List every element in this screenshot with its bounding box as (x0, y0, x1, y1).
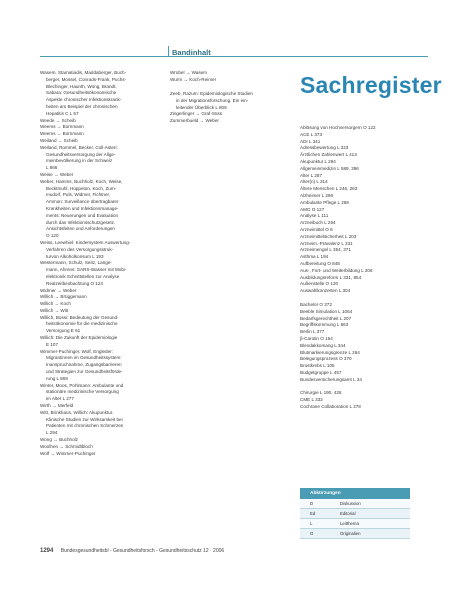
index-entry: Ärztlichen Zahlenwert L 413 (300, 152, 357, 158)
index-entry: Bundesversicherungsamt L 34 (300, 376, 362, 382)
abbreviation-key: L (310, 521, 313, 526)
index-entry: Auswahlkonzerten L 304 (300, 288, 351, 294)
index-entry: Adressbewertung L 323 (300, 145, 349, 151)
index-entry: Aufbereitung O 848 (300, 260, 340, 266)
page-number: 1294 (40, 548, 54, 554)
index-entry: Arzneimittelsicherheit L 203 (300, 233, 357, 239)
index-column-1 (40, 70, 164, 457)
index-entry-continuation: Realzeitbeobachtung O 124 (46, 280, 103, 286)
index-entry: Zingerlinger → Graf-Süss (170, 111, 223, 117)
index-entry: Ausbildungsreform L 331, 854 (300, 274, 362, 280)
index-entry: Außenstelle O 120 (300, 281, 339, 287)
journal-citation: Bundesgesundheitsbl - Gesundheitsforsch - Gesundheitsschutz 12 · 2006 (60, 548, 225, 554)
index-entry-continuation: meinbevölkerung in der Schweiz (46, 158, 113, 164)
index-entry-continuation: L 866 (46, 165, 58, 171)
index-entry-continuation: berger, Mossel, Conrads-Frank, Puchs- (46, 76, 127, 82)
abbreviation-value: Originalien (340, 531, 361, 536)
index-entry: Beeble Simulation L 1064 (300, 308, 353, 314)
index-entry: ADI L 341 (300, 138, 321, 144)
index-entry-continuation: Hepatitis C L 57 (46, 110, 79, 116)
index-entry-continuation: leitender Überblick L 809 (176, 104, 227, 110)
index-entry: Woolhen → Schmidtbloch (40, 443, 93, 449)
index-entry: Berlin L 377 (300, 329, 325, 335)
index-entry-continuation: E 107 (46, 341, 59, 347)
abbreviation-key: D (310, 501, 314, 506)
index-entry: Analyse L 111 (300, 213, 329, 219)
index-entry: Ablösung von Hochversorgern O 122 (300, 125, 376, 130)
index-entry: Widmer → Weber (40, 287, 77, 293)
index-entry-continuation: heitsökonomie für die medizinische (46, 321, 118, 327)
index-column-2-top (170, 70, 294, 84)
index-entry-continuation: elektronik Schnittstellen zur Analyse (46, 273, 120, 279)
abbreviation-value: Leitthema (340, 521, 359, 526)
index-entry: Chirurgie L 190, 426 (300, 390, 342, 396)
index-entry-continuation: Verfahren des Versorgungsstruk- (46, 246, 114, 252)
index-entry: Bedarfsgerechtheit L 207 (300, 315, 352, 321)
index-entry: Blutmarkierungsgrenze L 264 (300, 349, 360, 355)
index-entry-continuation: L 294 (46, 430, 58, 436)
index-entry-continuation: ments: Neuerungen und Evaluation (46, 212, 119, 218)
index-entry: Belegungsprozess O 370 (300, 356, 352, 362)
index-entry-continuation: turvon Alkoholkonsum L 193 (46, 253, 104, 259)
page-title: Sachregister (300, 72, 442, 98)
index-entry-continuation: Aspekte chronischer Infektionskrank- (46, 97, 122, 103)
index-entry: Allgemeinmedizin L 589, 396 (300, 165, 359, 171)
index-entry: Cochrane Collaboration L 278 (300, 404, 361, 410)
index-entry: Aus-, Fort- und Weiterbildung L 206 (300, 267, 373, 273)
index-entry-continuation: mann, Ahrens: SARS-Wasser mit Mobi- (46, 267, 127, 273)
index-entry: Alter L 287 (300, 172, 323, 178)
index-entry: Ältere Menschen L 246, 263 (300, 186, 358, 192)
index-entry: Begriffskommung L 863 (300, 322, 349, 328)
index-entry: Willich → Koch (40, 301, 71, 307)
index-column-3 (300, 125, 428, 411)
index-entry: Willich: Die Zukunft der Epidemiologie (40, 335, 118, 341)
index-entry: Willich → Brüggemann (40, 294, 87, 300)
index-entry: Bachelor O 372 (300, 301, 332, 307)
index-entry: Wasem, Stamatiadis, Maddaberger, Buch- (40, 70, 127, 75)
abbreviation-row (300, 499, 410, 509)
index-entry: Weiland → Scheib (40, 137, 78, 143)
index-entry: Weiland, Rommel, Becker, Coll-Asteri: (40, 144, 118, 150)
index-entry: Wimmer-Puchinger, Wolf, Engleder: (40, 348, 113, 354)
index-entry: Budgetgruppe L 457 (300, 369, 342, 375)
index-entry-continuation: Blechinger, Haunth, Wong, Brandt, (46, 83, 117, 89)
abbreviation-key: Ed (310, 511, 316, 516)
abbreviations-box (300, 488, 410, 539)
index-entry-continuation: Ammon: Surveillance übertragbarer (46, 199, 119, 205)
index-entry: Zummerbueld → Weber (170, 118, 219, 124)
index-entry: Wurm → Koch-Reimer (170, 76, 217, 82)
abbreviation-row (300, 519, 410, 529)
page-footer (40, 548, 224, 554)
abbreviation-value: Diskussion (340, 501, 361, 506)
letter-gap (300, 383, 428, 390)
index-entry-continuation: Ansichtsfeiten und Anforderungen (46, 226, 115, 232)
abbreviations-title: Abkürzungen (300, 488, 410, 499)
index-entry: Wirth → Merfeld (40, 403, 74, 409)
abbreviation-value: Editorial (340, 511, 356, 516)
index-entry-continuation: stationäre medizinische Versorgung (46, 389, 119, 395)
index-entry: Weiss, Leewhiel: Kindersystem Auswertung- (40, 239, 131, 245)
index-entry-continuation: O 120 (46, 233, 59, 239)
index-entry: Weems → Bornmann (40, 124, 84, 130)
index-entry: Witt, Brinkhaus, Willich: Akupunktur. (40, 409, 114, 415)
index-entry: ACE L 373 (300, 131, 323, 137)
index-entry: Westermann, Schulz, Seitz, Lange- (40, 260, 112, 266)
index-column-2-bottom (170, 91, 294, 125)
index-entry-continuation: heiten am Beispiel der chronischen (46, 103, 118, 109)
index-entry-continuation: im Alter L 277 (46, 396, 74, 402)
index-entry-continuation: und Strategien zur Gesundheitsförde- (46, 369, 123, 375)
index-entry: Alzheimer L 296 (300, 192, 334, 198)
index-entry: Wolf → Wimmer-Puchinger (40, 450, 96, 456)
section-label: Bandinhalt (172, 48, 211, 57)
index-entry: Weems → Bornmann (40, 131, 84, 137)
abbreviation-row (300, 509, 410, 519)
index-entry: β-Carotin O 154 (300, 335, 333, 341)
index-entry: Zeeb, Razum: Epidemiologische Studien (170, 91, 253, 96)
index-entry: Winter, Moos, Pohlmann: Ambulante und (40, 382, 124, 388)
index-entry: Arzneimengel L 354, 371 (300, 247, 351, 253)
index-entry-continuation: mudorf, Puls, Widmer, Fichtner, (46, 192, 111, 198)
index-entry-continuation: Krankheiten und Infektionsmanage- (46, 205, 119, 211)
index-entry: Blendakkomang L 344 (300, 342, 346, 348)
index-entry-continuation: Versorgung E 61 (46, 328, 81, 334)
index-entry: Arzneibuch L 294 (300, 220, 336, 226)
letter-gap (300, 295, 428, 302)
index-entry-continuation: Gesundheitsversorgung der Allge- (46, 151, 116, 157)
index-entry: Arzneimittel O 6 (300, 226, 333, 232)
index-entry-continuation: Migrantinnen im Gesundheitssystem: (46, 355, 122, 361)
index-entry-continuation: durch das Infektionsschutzgesetz. (46, 219, 116, 225)
index-entry: Wrobel → Wasem (170, 70, 208, 75)
abbreviation-key: O (310, 531, 314, 536)
index-entry: Wong → Buchholz (40, 437, 78, 443)
index-entry-continuation: in der Migrationsforschung. Ein ein- (176, 97, 249, 103)
index-entry: AMG O 127 (300, 206, 325, 212)
index-entry-continuation: Sabara: Gesundheitsökonomische (46, 90, 117, 96)
index-entry-continuation: Inanspruchnahme, Zugangsbarrieren (46, 362, 122, 368)
index-entry-continuation: Klinische Studien zur Wirksamkeit bei (46, 416, 123, 422)
abbreviation-row (300, 529, 410, 539)
index-entry: Alter(n) L 314 (300, 179, 328, 185)
header-tick (168, 46, 169, 56)
index-entry: Willich → Witt (40, 307, 69, 313)
index-entry-continuation: Becktmuhl, Hoppeton, Koch, Zum- (46, 185, 117, 191)
index-entry-continuation: rung L 869 (46, 375, 68, 381)
index-entry: Ambulante Pflege L 269 (300, 199, 349, 205)
index-entry-continuation: Patienten mit chronischen Schmerzen (46, 423, 124, 429)
index-entry: Brustkrebs L 105 (300, 363, 335, 369)
index-entry: Asthma L 194 (300, 254, 329, 260)
index-entry: CME L 332 (300, 397, 323, 403)
header-rule (40, 56, 428, 57)
index-entry: Weber, Hamms, Buchholz, Koch, Weise, (40, 178, 123, 184)
index-entry: Arzneim.-Prävalenz L 331 (300, 240, 353, 246)
index-entry: Weede → Scheib (40, 117, 76, 123)
index-entry: Weise → Weber (40, 171, 74, 177)
index-entry: Willich, Bossi: Bedeutung der Gesund- (40, 314, 119, 320)
index-entry: Akupunktur L 294 (300, 158, 336, 164)
